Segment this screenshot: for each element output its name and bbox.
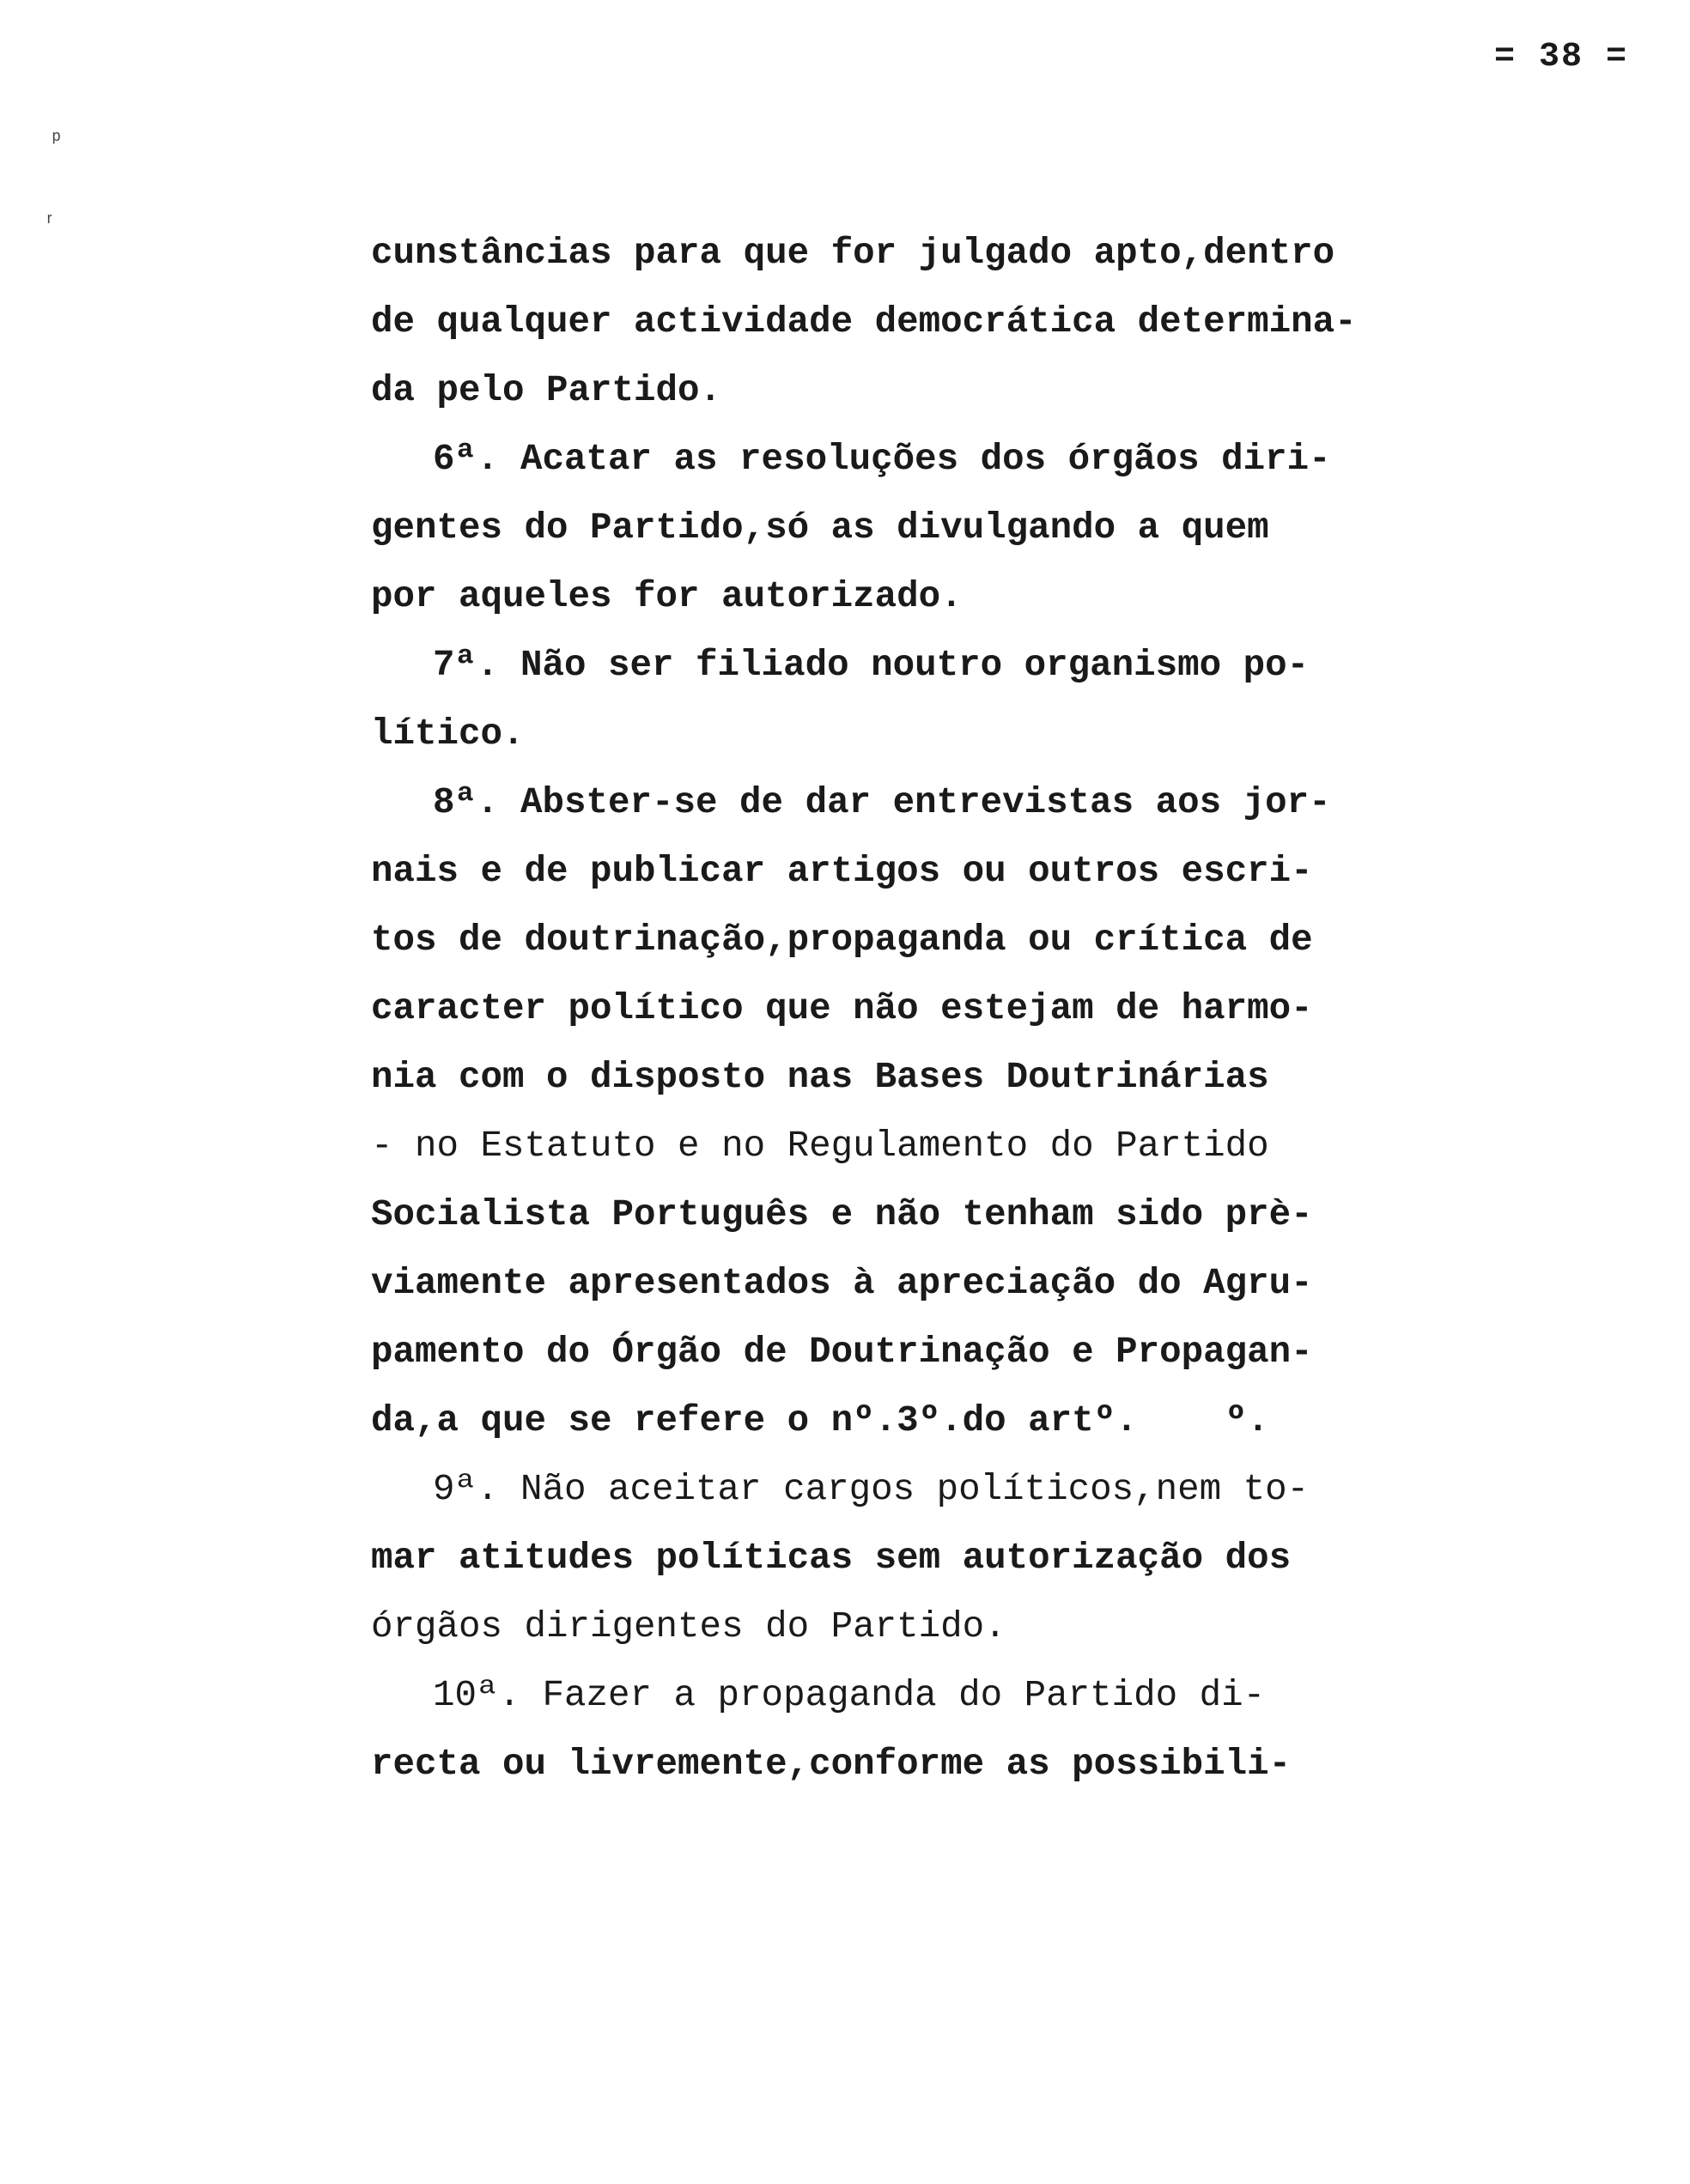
text-line: nais e de publicar artigos ou outros escri- — [371, 851, 1313, 892]
text-line: da pelo Partido. — [371, 370, 722, 411]
text-line: gentes do Partido,só as divulgando a quem — [371, 507, 1269, 549]
text-line: recta ou livremente,conforme as possibili- — [371, 1744, 1292, 1785]
text-line: tos de doutrinação,propaganda ou crítica de — [371, 919, 1313, 961]
text-line: lítico. — [371, 713, 525, 755]
text-line: cunstâncias para que for julgado apto,dentro — [371, 233, 1335, 274]
text-line: mar atitudes políticas sem autorização dos — [371, 1538, 1292, 1579]
text-line: de qualquer actividade democrática determina- — [371, 301, 1357, 343]
text-line: - no Estatuto e no Regulamento do Partido — [371, 1125, 1269, 1167]
text-line: 6ª. Acatar as resoluções dos órgãos diri- — [433, 439, 1331, 480]
text-line: caracter político que não estejam de harmo- — [371, 988, 1313, 1029]
margin-mark: ʳ — [43, 209, 57, 235]
margin-mark: ᵖ — [50, 127, 64, 153]
text-line: órgãos dirigentes do Partido. — [371, 1606, 1006, 1647]
text-line: pamento do Órgão de Doutrinação e Propagan- — [371, 1332, 1313, 1373]
text-line: viamente apresentados à apreciação do Agru- — [371, 1263, 1313, 1304]
text-line: nia com o disposto nas Bases Doutrinárias — [371, 1057, 1269, 1098]
text-line: 7ª. Não ser filiado noutro organismo po- — [433, 645, 1310, 686]
text-line: por aqueles for autorizado. — [371, 576, 963, 617]
text-line: 8ª. Abster-se de dar entrevistas aos jor- — [433, 782, 1331, 823]
text-line: da,a que se refere o nº.3º.do artº. º. — [371, 1400, 1269, 1441]
text-line: Socialista Português e não tenham sido prè- — [371, 1194, 1313, 1235]
document-body — [371, 219, 1357, 1799]
text-line: 9ª. Não aceitar cargos políticos,nem to- — [433, 1469, 1310, 1510]
page-number: = 38 = — [1493, 38, 1628, 76]
text-line: 10ª. Fazer a propaganda do Partido di- — [433, 1675, 1266, 1716]
